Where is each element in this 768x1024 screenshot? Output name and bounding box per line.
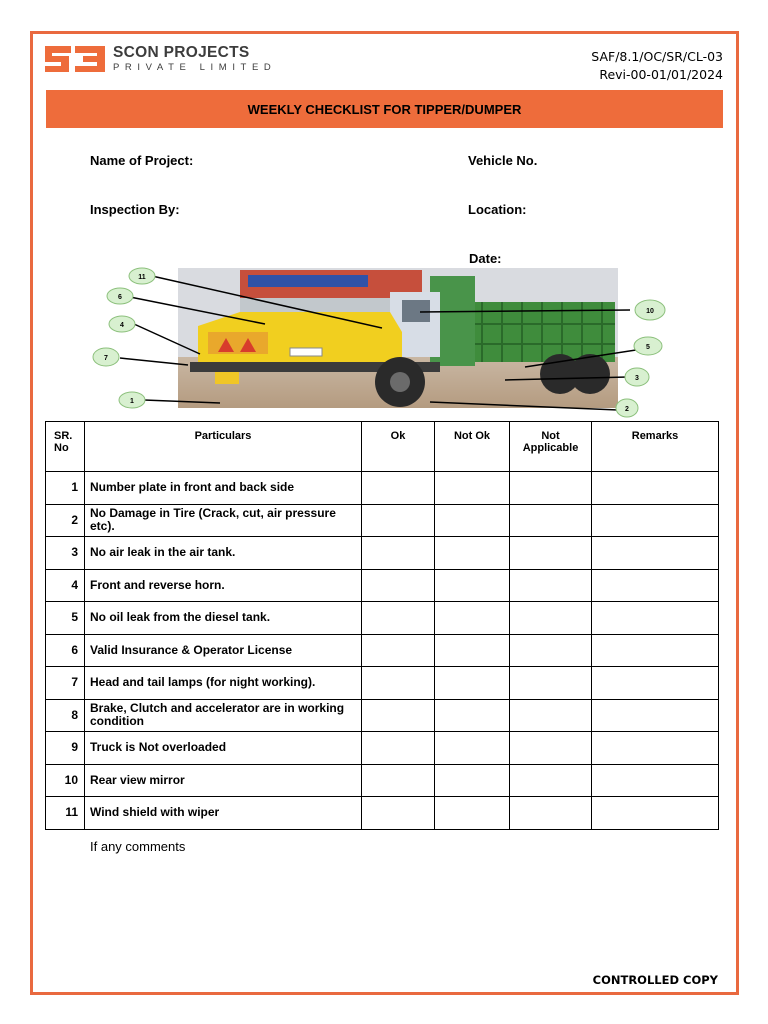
table-row — [46, 602, 719, 635]
row-number: 1 — [46, 472, 85, 505]
table-row — [46, 634, 719, 667]
not-ok-header: Not Ok — [435, 422, 510, 472]
not-ok-cell[interactable] — [435, 537, 510, 570]
not-ok-cell[interactable] — [435, 797, 510, 830]
vehicle-no-label: Vehicle No. — [468, 153, 538, 168]
not-applicable-cell[interactable] — [510, 699, 592, 732]
comments-label: If any comments — [90, 839, 186, 854]
inspection-by-label: Inspection By: — [90, 202, 180, 217]
remarks-cell[interactable] — [592, 699, 719, 732]
sr-header-line: No — [54, 442, 69, 454]
table-row — [46, 569, 719, 602]
ok-cell[interactable] — [362, 732, 435, 765]
title-banner — [46, 90, 723, 128]
project-name-label: Name of Project: — [90, 153, 194, 168]
ok-cell[interactable] — [362, 537, 435, 570]
ok-cell[interactable] — [362, 602, 435, 635]
row-number: 11 — [46, 797, 85, 830]
not-ok-cell[interactable] — [435, 569, 510, 602]
not-ok-cell[interactable] — [435, 504, 510, 537]
checklist-table — [45, 421, 719, 830]
row-number: 4 — [46, 569, 85, 602]
company-name: SCON PROJECTS — [113, 44, 250, 61]
row-particulars: Head and tail lamps (for night working). — [85, 667, 362, 700]
not-applicable-cell[interactable] — [510, 667, 592, 700]
not-applicable-cell[interactable] — [510, 569, 592, 602]
not-ok-cell[interactable] — [435, 634, 510, 667]
not-ok-cell[interactable] — [435, 602, 510, 635]
not-applicable-cell[interactable] — [510, 764, 592, 797]
table-row — [46, 699, 719, 732]
remarks-cell[interactable] — [592, 797, 719, 830]
callout-11-icon — [129, 268, 155, 284]
callout-6-icon — [107, 288, 133, 304]
remarks-cell[interactable] — [592, 764, 719, 797]
sr-no-header — [46, 422, 85, 472]
callout-label: 4 — [120, 322, 124, 329]
remarks-cell[interactable] — [592, 732, 719, 765]
company-logo — [45, 44, 285, 74]
table-header-row — [46, 422, 719, 472]
remarks-cell[interactable] — [592, 472, 719, 505]
callout-label: 6 — [118, 294, 122, 301]
not-applicable-cell[interactable] — [510, 602, 592, 635]
document-code-block — [591, 48, 723, 84]
row-number: 10 — [46, 764, 85, 797]
row-number: 7 — [46, 667, 85, 700]
callout-7-icon — [93, 348, 119, 366]
company-subtitle: PRIVATE LIMITED — [113, 62, 277, 73]
callout-1-icon — [119, 392, 145, 408]
table-row — [46, 764, 719, 797]
na-header-line: Applicable — [522, 442, 579, 454]
row-particulars: No air leak in the air tank. — [85, 537, 362, 570]
sr-header-line: SR. — [54, 430, 73, 442]
remarks-cell[interactable] — [592, 504, 719, 537]
not-applicable-cell[interactable] — [510, 472, 592, 505]
table-row — [46, 504, 719, 537]
ok-cell[interactable] — [362, 667, 435, 700]
row-particulars: Number plate in front and back side — [85, 472, 362, 505]
callout-3-icon — [625, 368, 649, 386]
not-ok-cell[interactable] — [435, 699, 510, 732]
table-row — [46, 797, 719, 830]
remarks-cell[interactable] — [592, 537, 719, 570]
callout-label: 7 — [104, 355, 108, 362]
table-row — [46, 667, 719, 700]
row-number: 2 — [46, 504, 85, 537]
row-particulars: Brake, Clutch and accelerator are in working condition — [85, 699, 362, 732]
revision-code: Revi-00-01/01/2024 — [599, 67, 723, 82]
callout-4-icon — [109, 316, 135, 332]
ok-cell[interactable] — [362, 634, 435, 667]
callout-2-icon — [616, 399, 638, 417]
controlled-copy-label: CONTROLLED COPY — [592, 973, 718, 987]
remarks-header: Remarks — [592, 422, 719, 472]
row-particulars: Truck is Not overloaded — [85, 732, 362, 765]
table-row — [46, 537, 719, 570]
row-particulars: Valid Insurance & Operator License — [85, 634, 362, 667]
not-applicable-cell[interactable] — [510, 504, 592, 537]
not-applicable-cell[interactable] — [510, 732, 592, 765]
callout-label: 3 — [635, 375, 639, 382]
remarks-cell[interactable] — [592, 602, 719, 635]
row-particulars: Wind shield with wiper — [85, 797, 362, 830]
callout-10-icon — [635, 300, 665, 320]
remarks-cell[interactable] — [592, 634, 719, 667]
callout-label: 11 — [138, 274, 146, 281]
ok-cell[interactable] — [362, 504, 435, 537]
row-particulars: No Damage in Tire (Crack, cut, air pressure etc). — [85, 504, 362, 537]
remarks-cell[interactable] — [592, 569, 719, 602]
row-number: 6 — [46, 634, 85, 667]
location-label: Location: — [468, 202, 527, 217]
document-code: SAF/8.1/OC/SR/CL-03 — [591, 49, 723, 64]
na-header-line: Not — [541, 430, 560, 442]
not-ok-cell[interactable] — [435, 472, 510, 505]
callout-label: 2 — [625, 406, 629, 413]
callout-label: 5 — [646, 344, 650, 351]
row-number: 3 — [46, 537, 85, 570]
ok-cell[interactable] — [362, 797, 435, 830]
date-label: Date: — [469, 251, 502, 266]
callout-label: 10 — [646, 308, 654, 315]
ok-cell[interactable] — [362, 764, 435, 797]
ok-cell[interactable] — [362, 472, 435, 505]
row-particulars: Rear view mirror — [85, 764, 362, 797]
not-applicable-cell[interactable] — [510, 537, 592, 570]
row-number: 8 — [46, 699, 85, 732]
logo-mark-icon — [45, 44, 107, 74]
not-ok-cell[interactable] — [435, 732, 510, 765]
ok-header: Ok — [362, 422, 435, 472]
callout-label: 1 — [130, 398, 134, 405]
not-applicable-cell[interactable] — [510, 634, 592, 667]
row-number: 9 — [46, 732, 85, 765]
row-particulars: No oil leak from the diesel tank. — [85, 602, 362, 635]
particulars-header: Particulars — [85, 422, 362, 472]
row-number: 5 — [46, 602, 85, 635]
ok-cell[interactable] — [362, 699, 435, 732]
table-row — [46, 732, 719, 765]
row-particulars: Front and reverse horn. — [85, 569, 362, 602]
checklist-body — [46, 472, 719, 830]
page-title: WEEKLY CHECKLIST FOR TIPPER/DUMPER — [247, 101, 522, 117]
remarks-cell[interactable] — [592, 667, 719, 700]
not-applicable-header — [510, 422, 592, 472]
not-ok-cell[interactable] — [435, 667, 510, 700]
table-row — [46, 472, 719, 505]
truck-photo — [90, 262, 670, 420]
not-ok-cell[interactable] — [435, 764, 510, 797]
not-applicable-cell[interactable] — [510, 797, 592, 830]
callout-5-icon — [634, 337, 662, 355]
ok-cell[interactable] — [362, 569, 435, 602]
